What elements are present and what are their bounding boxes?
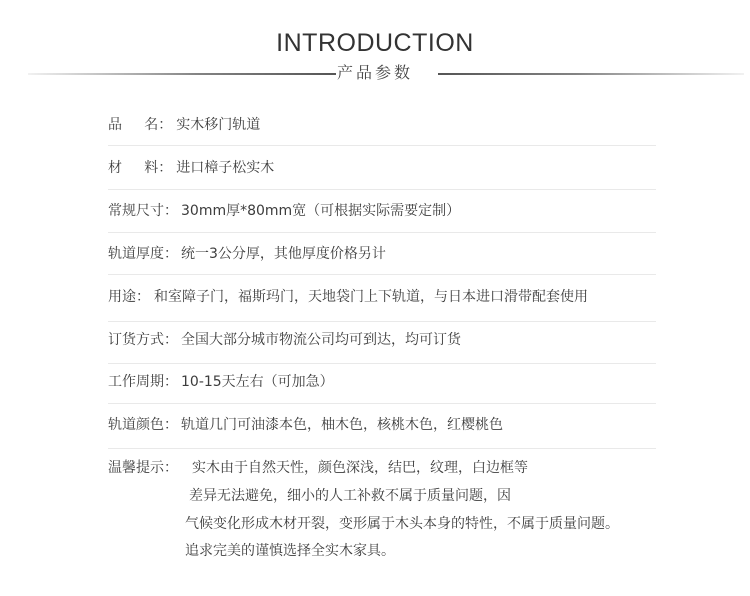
spec-value: 实木移门轨道 [176,117,261,133]
spec-row-lead-time [108,372,656,392]
spec-row-ordering [108,330,656,350]
divider [108,189,656,190]
spec-row-name [108,115,656,135]
divider [108,448,656,449]
spec-label: 轨道厚度： [108,246,178,262]
spec-label: 订货方式： [108,332,178,348]
title-rule-right [438,73,744,75]
spec-label: 用途： [108,289,150,305]
divider [108,403,656,404]
spec-row-colors [108,415,656,435]
spec-row-material [108,158,656,178]
notice-label: 温馨提示： [108,460,178,476]
spec-label: 常规尺寸： [108,203,178,219]
spec-value: 10-15天左右（可加急） [181,374,334,390]
divider [108,232,656,233]
divider [108,145,656,146]
notice-line: 实木由于自然天性，颜色深浅，结巴，纹理，白边框等 [192,460,528,476]
spec-row-thickness [108,244,656,264]
spec-label: 品 名： [108,117,173,133]
spec-value: 进口樟子松实木 [176,160,275,176]
divider [108,321,656,322]
spec-label: 工作周期： [108,374,178,390]
divider [108,274,656,275]
divider [108,363,656,364]
notice-line: 追求完美的谨慎选择全实木家具。 [185,543,395,559]
spec-value: 轨道几门可油漆本色，柚木色，核桃木色，红樱桃色 [181,417,503,433]
spec-value: 和室障子门，福斯玛门，天地袋门上下轨道，与日本进口滑带配套使用 [154,289,588,305]
spec-row-usage [108,287,656,307]
spec-row-size [108,201,656,221]
page-title-cn: 产品参数 [336,63,413,82]
notice-line: 气候变化形成木材开裂，变形属于木头本身的特性，不属于质量问题。 [185,516,619,532]
page-title-en: INTRODUCTION [276,29,474,57]
spec-value: 统一3公分厚，其他厚度价格另计 [181,246,386,262]
spec-label: 轨道颜色： [108,417,178,433]
spec-value: 全国大部分城市物流公司均可到达，均可订货 [181,332,461,348]
spec-value: 30mm厚*80mm宽（可根据实际需要定制） [181,203,461,219]
spec-label: 材 料： [108,160,173,176]
notice-line: 差异无法避免，细小的人工补救不属于质量问题，因 [189,488,511,504]
